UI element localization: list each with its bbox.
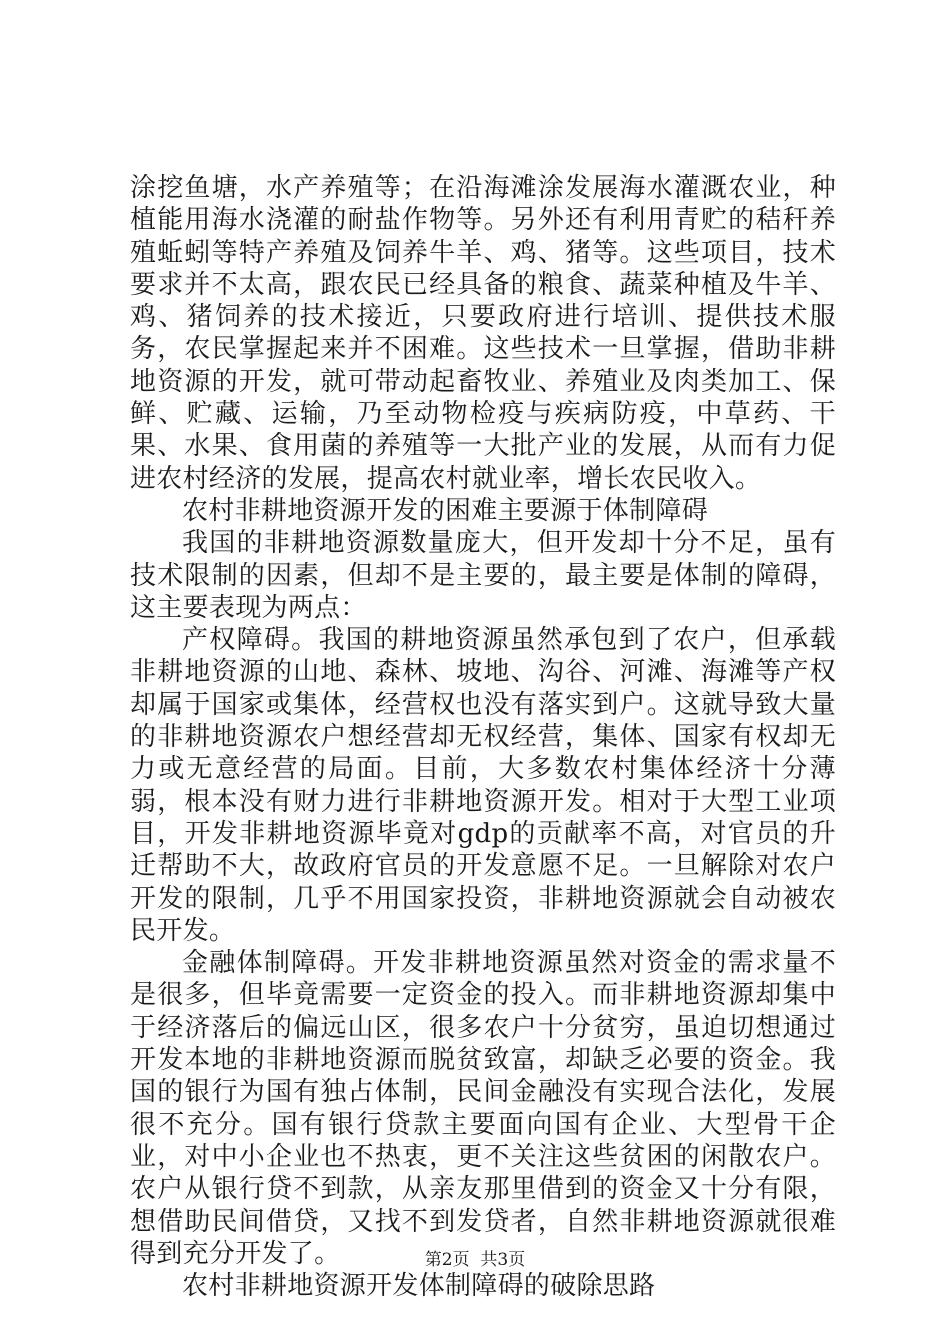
paragraph-continuation: 涂挖鱼塘，水产养殖等；在沿海滩涂发展海水灌溉农业，种植能用海水浇灌的耐盐作物等。另外还有利用青贮的秸秆养殖蚯蚓等特产养殖及饲养牛羊、鸡、猪等。这些项目，技术要求并不太高，跟农民已经具备的粮食、蔬菜种植及牛羊、鸡、猪饲养的技术接近，只要政府进行培训、提供技术服务，农民掌握起来并不困难。这些技术一旦掌握，借助非耕地资源的开发，就可带动起畜牧业、养殖业及肉类加工、保鲜、贮藏、运输，乃至动物检疫与疾病防疫，中草药、干果、水果、食用菌的养殖等一大批产业的发展，从而有力促进农村经济的发展，提高农村就业率，增长农民收入。 bbox=[130, 173, 836, 494]
paragraph-financial-system: 金融体制障碍。开发非耕地资源虽然对资金的需求量不是很多，但毕竟需要一定资金的投入。而非耕地资源却集中于经济落后的偏远山区，很多农户十分贫穷，虽迫切想通过开发本地的非耕地资源而脱贫致富，却缺乏必要的资金。我国的银行为国有独占体制，民间金融没有实现合法化，发展很不充分。国有银行贷款主要面向国有企业、大型骨干企业，对中小企业也不热衷，更不关注这些贫困的闲散农户。农户从银行贷不到款，从亲友那里借到的资金又十分有限，想借助民间借贷，又找不到发贷者，自然非耕地资源就很难得到充分开发了。 bbox=[130, 948, 836, 1269]
page-number: 第2页 bbox=[424, 1250, 470, 1270]
paragraph-property-rights: 产权障碍。我国的耕地资源虽然承包到了农户，但承载非耕地资源的山地、森林、坡地、沟谷、河滩、海滩等产权却属于国家或集体，经营权也没有落实到户。这就导致大量的非耕地资源农户想经营却无权经营，集体、国家有权却无力或无意经营的局面。目前，大多数农村集体经济十分薄弱，根本没有财力进行非耕地资源开发。相对于大型工业项目，开发非耕地资源毕竟对gdp的贡献率不高，对官员的升迁帮助不大，故政府官员的开发意愿不足。一旦解除对农户开发的限制，几乎不用国家投资，非耕地资源就会自动被农民开发。 bbox=[130, 625, 836, 946]
section-heading-difficulties: 农村非耕地资源开发的困难主要源于体制障碍 bbox=[182, 495, 709, 526]
page-footer bbox=[0, 1245, 950, 1270]
section-heading-solutions: 农村非耕地资源开发体制障碍的破除思路 bbox=[182, 1271, 656, 1302]
page-total: 共3页 bbox=[480, 1250, 526, 1270]
paragraph-intro: 我国的非耕地资源数量庞大，但开发却十分不足，虽有技术限制的因素，但却不是主要的，最主要是体制的障碍，这主要表现为两点： bbox=[130, 528, 836, 623]
document-body bbox=[130, 172, 836, 1302]
